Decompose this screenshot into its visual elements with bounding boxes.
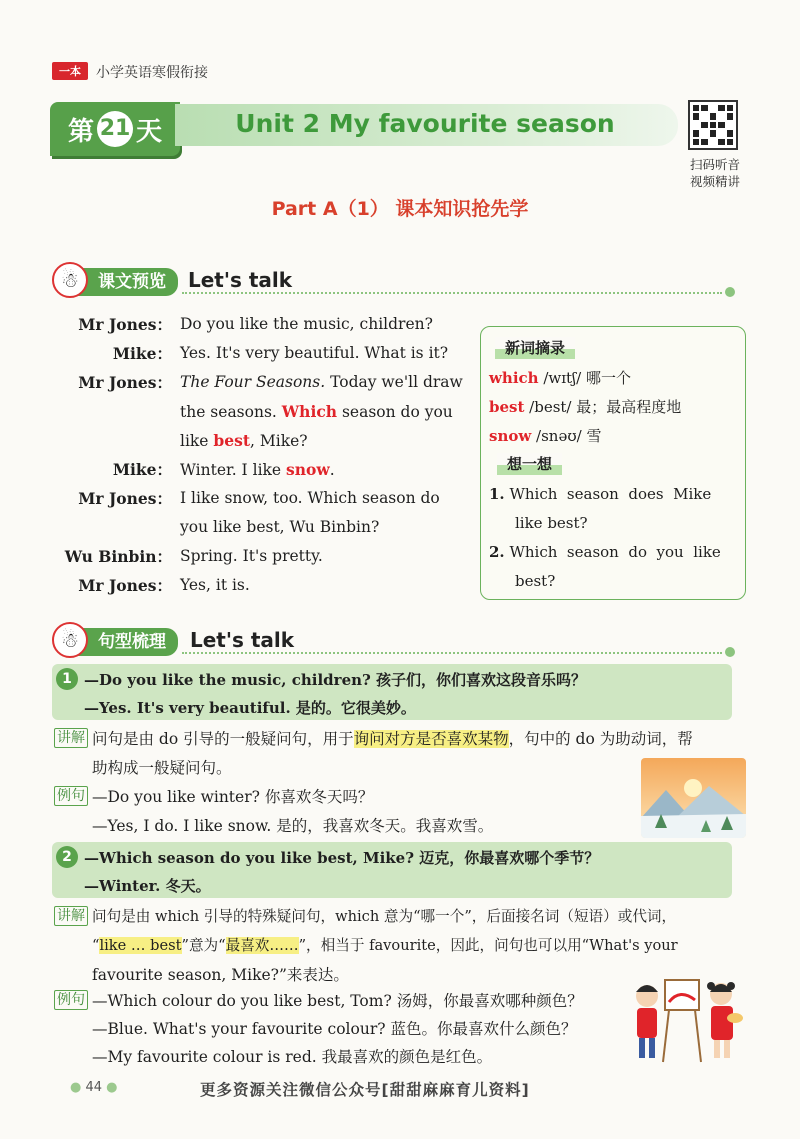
qr-caption-line-2: 视频精讲 xyxy=(689,174,740,189)
vocab-word: best /best/ 最；最高程度地 xyxy=(489,398,682,416)
pattern-1-example-2: —Yes, I do. I like snow. 是的，我喜欢冬天。我喜欢雪。 xyxy=(92,817,494,835)
flower-icon xyxy=(725,287,735,297)
section-label: 课文预览 xyxy=(70,268,178,296)
pattern-1-question: —Do you like the music, children? 孩子们，你们喜欢这段音乐吗？ xyxy=(84,671,587,689)
section-label: 句型梳理 xyxy=(70,628,178,656)
section-sub: Let's talk xyxy=(190,628,295,652)
pattern-2-explain-line-1: 问句是由 which 引导的特殊疑问句，which 意为“哪一个”，后面接名词（短语）或代词， xyxy=(92,908,677,925)
pattern-1-example-1: —Do you like winter? 你喜欢冬天吗？ xyxy=(92,788,374,806)
section-sub: Let's talk xyxy=(188,268,293,292)
dialogue-line: The Four Seasons. Today we'll draw xyxy=(180,373,463,391)
speaker-name: Mr Jones： xyxy=(78,315,172,334)
pattern-2-explain-line-3: favourite season, Mike?”来表达。 xyxy=(92,966,349,984)
pattern-number-badge: 1 xyxy=(56,668,78,690)
pattern-2-example-2: —Blue. What's your favourite colour? 蓝色。你最喜欢什么颜色？ xyxy=(92,1020,577,1038)
vocab-word: snow /snəʊ/ 雪 xyxy=(489,427,602,445)
question-1: 1. Which season does Mike xyxy=(489,485,712,503)
page-number: ● 44 ● xyxy=(70,1080,118,1095)
dialogue-line: Yes. It's very beautiful. What is it? xyxy=(180,344,449,362)
day-suffix: 天 xyxy=(136,116,163,147)
think-title: 想一想 xyxy=(497,453,562,475)
pattern-1-explain-line-2: 助构成一般疑问句。 xyxy=(92,759,232,777)
day-number: 21 xyxy=(97,111,133,147)
snowman-icon: ☃ xyxy=(52,622,88,658)
speaker-name: Wu Binbin： xyxy=(64,547,172,566)
part-title: Part A（1） 课本知识抢先学 xyxy=(271,198,529,220)
snowman-icon: ☃ xyxy=(52,262,88,298)
question-2-cont: best? xyxy=(515,572,556,590)
divider xyxy=(182,652,722,654)
speaker-name: Mike： xyxy=(112,344,172,363)
flower-icon xyxy=(725,647,735,657)
dialogue-line: Spring. It's pretty. xyxy=(180,547,323,565)
section-header-patterns xyxy=(52,620,742,660)
pattern-1-answer: —Yes. It's very beautiful. 是的。它很美妙。 xyxy=(84,699,416,717)
example-label: 例句 xyxy=(54,786,88,806)
brand-name: 小学英语寒假衔接 xyxy=(96,65,208,81)
question-2: 2. Which season do you like xyxy=(489,543,721,561)
pattern-2-answer: —Winter. 冬天。 xyxy=(84,877,211,895)
pattern-2-question: —Which season do you like best, Mike? 迈克，你最喜欢哪个季节？ xyxy=(84,849,600,867)
dialogue-line: Winter. I like snow. xyxy=(180,460,335,479)
divider xyxy=(182,292,722,294)
pattern-1-explain-line-1: 问句是由 do 引导的一般疑问句，用于询问对方是否喜欢某物，句中的 do 为助动词，帮 xyxy=(92,730,693,748)
explain-label: 讲解 xyxy=(54,906,88,926)
children-painting-image xyxy=(625,966,745,1066)
pattern-number-badge: 2 xyxy=(56,846,78,868)
dialogue-line: Yes, it is. xyxy=(180,576,250,594)
question-1-cont: like best? xyxy=(515,514,588,532)
dialogue-line: you like best, Wu Binbin? xyxy=(180,518,380,536)
qr-caption-line-1: 扫码听音 xyxy=(689,157,740,172)
dialogue-line: like best, Mike? xyxy=(180,431,308,450)
day-prefix: 第 xyxy=(67,116,94,147)
speaker-name: Mike： xyxy=(112,460,172,479)
speaker-name: Mr Jones： xyxy=(78,373,172,392)
pattern-2-example-3: —My favourite colour is red. 我最喜欢的颜色是红色。 xyxy=(92,1048,493,1066)
speaker-name: Mr Jones： xyxy=(78,576,172,595)
day-banner xyxy=(50,102,180,156)
vocab-word: which /wɪtʃ/ 哪一个 xyxy=(489,369,631,387)
example-label: 例句 xyxy=(54,990,88,1010)
winter-landscape-image xyxy=(641,758,746,838)
speaker-name: Mr Jones： xyxy=(78,489,172,508)
dialogue-line: I like snow, too. Which season do xyxy=(180,489,440,507)
qr-caption xyxy=(682,156,748,190)
footer-message: 更多资源关注微信公众号[甜甜麻麻育儿资料] xyxy=(200,1081,530,1099)
pattern-2-example-1: —Which colour do you like best, Tom? 汤姆，你最喜欢哪种颜色？ xyxy=(92,992,583,1010)
vocab-box xyxy=(480,326,746,600)
unit-title: Unit 2 My favourite season xyxy=(235,109,615,138)
dialogue-line: Do you like the music, children? xyxy=(180,315,433,333)
dialogue-line: the seasons. Which season do you xyxy=(180,402,453,421)
explain-label: 讲解 xyxy=(54,728,88,748)
vocab-title: 新词摘录 xyxy=(495,337,575,359)
section-header-preview xyxy=(52,260,742,300)
qr-code-icon[interactable] xyxy=(688,100,738,150)
brand-logo: 一本 xyxy=(52,62,88,80)
pattern-2-explain-line-2: “like … best”意为“最喜欢……”，相当于 favourite，因此，问句也可以用“What's your xyxy=(92,937,678,954)
